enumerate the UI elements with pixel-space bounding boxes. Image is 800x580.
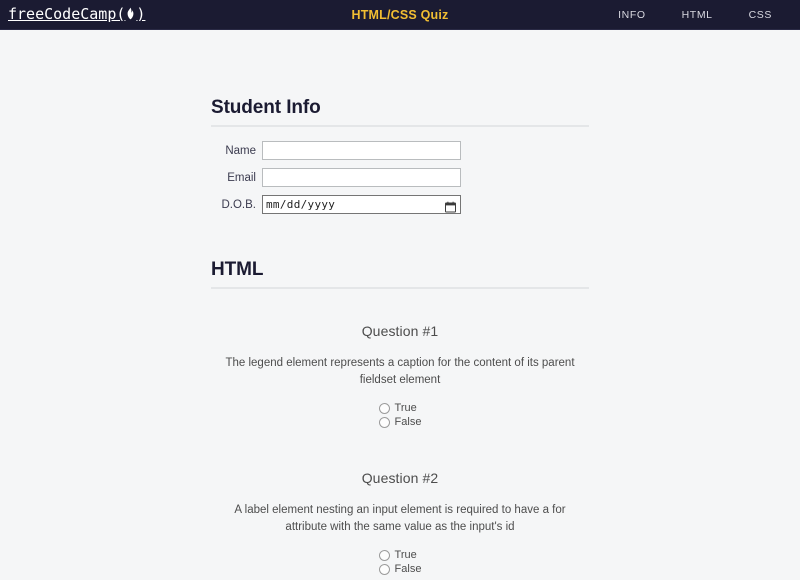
top-spacer xyxy=(0,60,800,97)
question-block-2 xyxy=(211,470,589,580)
brand-logo[interactable] xyxy=(8,7,145,23)
question-1-answer-true-label[interactable]: True xyxy=(394,402,417,415)
question-2-title: Question #2 xyxy=(361,469,439,486)
name-label: Name xyxy=(225,144,256,157)
question-2-answers xyxy=(379,549,422,577)
student-info-section xyxy=(211,97,589,214)
question-1-title: Question #1 xyxy=(361,323,439,339)
question-1-answer-false-label[interactable]: False xyxy=(394,416,422,429)
name-input[interactable] xyxy=(262,141,461,160)
question-gap-top xyxy=(211,303,589,323)
question-1-answer-false[interactable] xyxy=(379,416,422,428)
question-gap-mid xyxy=(211,433,589,470)
question-2-text: A label element nesting an input element is required to have a for attribute with the same value as the input's id xyxy=(234,503,566,533)
page-title: HTML/CSS Quiz xyxy=(351,7,449,22)
dob-input-wrapper xyxy=(262,195,461,214)
html-section-divider xyxy=(211,287,589,289)
html-section xyxy=(211,259,589,580)
student-info-divider xyxy=(211,125,589,127)
navbar xyxy=(0,0,800,30)
radio-icon-true-q2[interactable] xyxy=(379,550,390,561)
nav-link-css[interactable]: CSS xyxy=(748,8,772,21)
email-input[interactable] xyxy=(262,168,461,187)
radio-icon-false-q1[interactable] xyxy=(379,417,390,428)
name-field-row xyxy=(211,141,589,160)
question-1-text: The legend element represents a caption for the content of its parent fieldset element xyxy=(225,357,575,386)
question-2-answer-true[interactable] xyxy=(379,549,422,561)
question-1-answer-true[interactable] xyxy=(379,402,422,414)
nav-link-html[interactable]: HTML xyxy=(681,8,713,21)
brand-text: freeCodeCamp( xyxy=(8,5,126,23)
question-1-answers xyxy=(379,402,422,430)
content-container xyxy=(211,97,589,580)
question-2-answer-true-label[interactable]: True xyxy=(394,549,417,562)
question-block-1 xyxy=(211,323,589,433)
nav-links xyxy=(618,9,788,21)
flame-icon xyxy=(125,7,136,23)
student-info-heading: Student Info xyxy=(211,97,321,118)
question-2-answer-false-label[interactable]: False xyxy=(394,563,422,576)
email-field-row xyxy=(211,168,589,187)
dob-input[interactable] xyxy=(262,195,461,214)
brand-text-close: ) xyxy=(136,5,146,23)
dob-field-row xyxy=(211,195,589,214)
section-gap xyxy=(211,222,589,259)
dob-label: D.O.B. xyxy=(221,198,256,211)
html-section-heading: HTML xyxy=(211,259,264,280)
radio-icon-true-q1[interactable] xyxy=(379,403,390,414)
email-label: Email xyxy=(227,171,256,184)
page-body xyxy=(0,30,800,580)
radio-icon-false-q2[interactable] xyxy=(379,564,390,575)
question-2-answer-false[interactable] xyxy=(379,563,422,575)
nav-link-info[interactable]: INFO xyxy=(618,8,646,21)
